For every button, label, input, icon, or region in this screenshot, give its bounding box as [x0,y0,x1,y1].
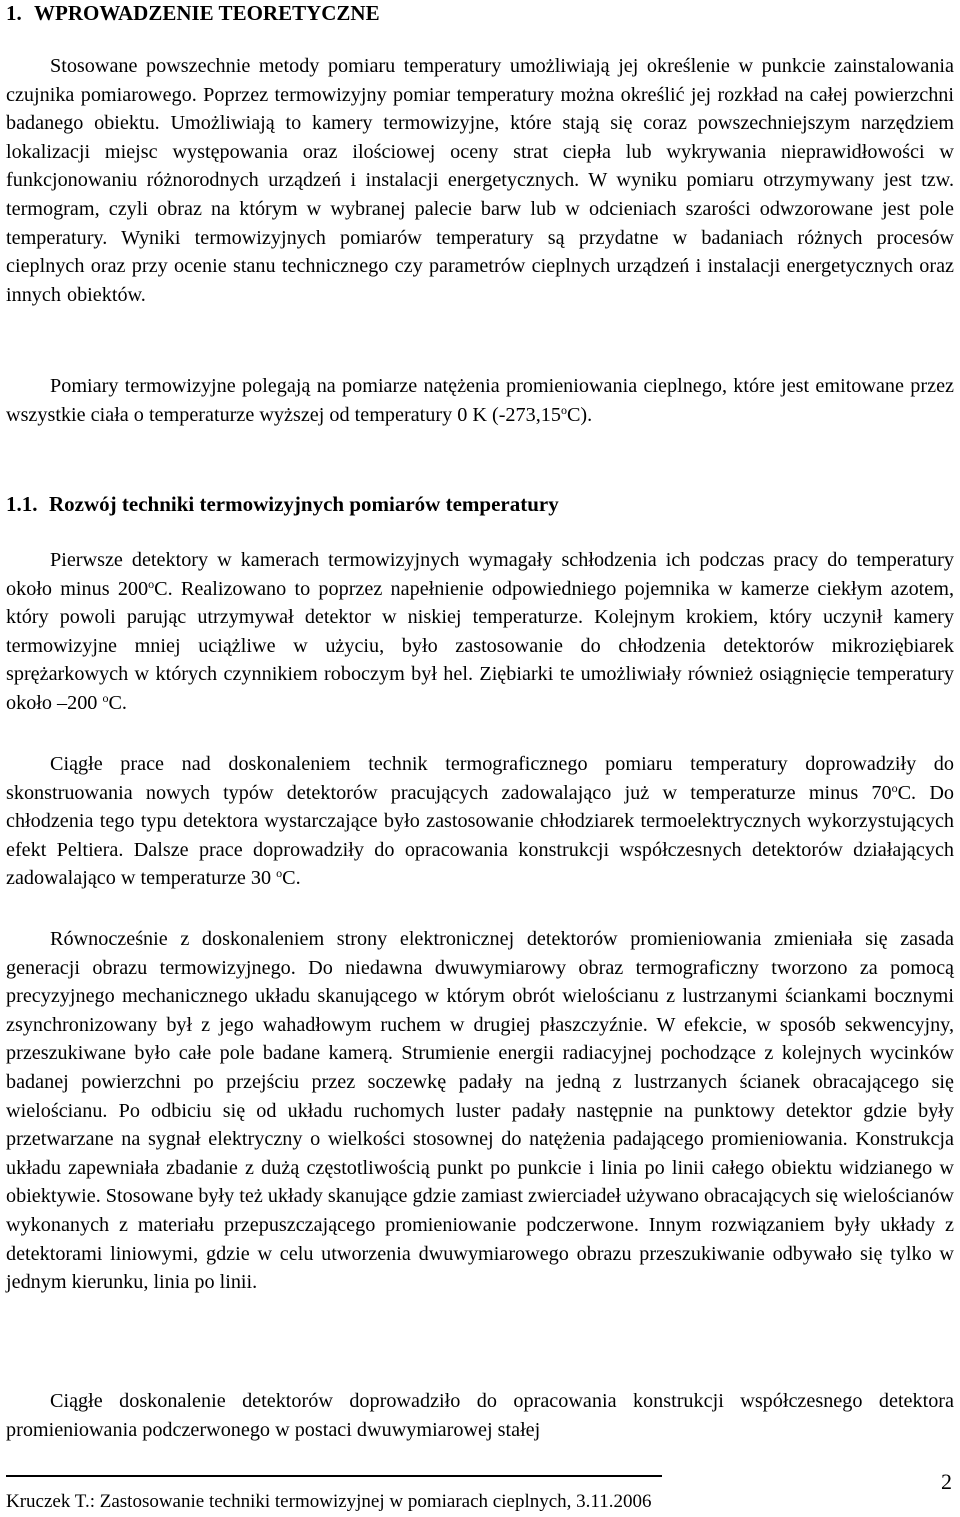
subsection-number: 1.1. [6,492,38,516]
paragraph-detector-development [6,750,954,893]
degree-superscript: o [891,780,898,795]
subsection-heading [6,491,559,517]
section-heading [6,0,380,26]
degree-superscript: o [276,866,283,881]
footnote-divider [6,1475,662,1477]
page-number: 2 [941,1469,952,1494]
paragraph-modern-detector: Ciągłe doskonalenie detektorów doprowadziło do opracowania konstrukcji współczesnego detektora promieniowania podczerwonego w postaci dwuwymiarowej stałej [6,1390,954,1441]
section-title: WPROWADZENIE TEORETYCZNE [34,1,380,25]
footer-citation: Kruczek T.: Zastosowanie techniki termowizyjnej w pomiarach cieplnych, 3.11.2006 [6,1491,652,1512]
degree-superscript: o [148,576,155,591]
paragraph-4-part-a: Ciągłe prace nad doskonaleniem technik termograficznego pomiaru temperatury doprowadziły do skonstruowania nowych typów detektorów pracujących zadowalająco już w temperaturze minus 70 [6,753,954,804]
section-number: 1. [6,1,22,25]
paragraph-4-part-c: C. [282,867,301,890]
degree-superscript: o [102,690,109,705]
paragraph-3-part-a: Pierwsze detektory w kamerach termowizyjnych wymagały schłodzenia ich podczas pracy do temperatury około minus 200 [6,549,954,600]
degree-superscript: o [560,402,567,417]
paragraph-3-part-c: C. [108,691,127,714]
paragraph-detectors-cooling [6,546,954,718]
paragraph-intro-2-text: Pomiary termowizyjne polegają na pomiarze natężenia promieniowania cieplnego, które jest emitowane przez wszystkie ciała o temperaturze wyższej od temperatury 0 K (-273,15 [6,375,954,426]
paragraph-image-generation: Równocześnie z doskonaleniem strony elektronicznej detektorów promieniowania zmieniała się zasada generacji obrazu termowizyjnego. Do niedawna dwuwymiarowy obraz termograficzny tworzono za pomocą precyzyjnego mechanicznego układu skanującego w którym obrót wielościanu z lustrzanymi ściankami bocznymi zsynchronizowany był z jego wahadłowym ruchem w drugiej płaszczyźnie. W efekcie, w sposób sekwencyjny, przeszukiwane było całe pole badane kamerą. Strumienie energii radiacyjnej pochodzące z kolejnych wycinków badanej powierzchni po przejściu przez soczewkę padały na jedną z lustrzanych ścianek obracającego się wielościanu. Po odbiciu się od układu ruchomych luster padały następnie na punktowy detektor gdzie były przetwarzane na sygnał elektryczny o wielkości stosownej do natężenia padającego promieniowania. Konstrukcja układu zapewniała zbadanie z dużą częstotliwością punkt po punkcie i linia po linii całego obiektu widzianego w obiektywie. Stosowane były też układy skanujące gdzie zamiast zwierciadeł używano obracających się wielościanów wykonanych z materiału przepuszczającego promieniowanie podczerwone. Innym rozwiązaniem były układy z detektorami liniowymi, gdzie w celu utworzenia dwuwymiarowego obrazu przeszukiwanie odbywało się tylko w jednym kierunku, linia po linii. [6,928,954,1294]
paragraph-3-part-b: C. Realizowano to poprzez napełnienie odpowiedniego pojemnika w kamerze ciekłym azotem, który powoli parując utrzymywał detektor w niskiej temperaturze. Kolejnym krokiem, który uczynił kamery termowizyjne mniej uciążliwe w użyciu, było zastosowanie do chłodzenia detektorów mikroziębiarek sprężarkowych w których czynnikiem roboczym był hel. Ziębiarki te umożliwiały również osiągnięcie temperatury około –200 [6,577,954,714]
paragraph-4-part-b: C. Do chłodzenia tego typu detektora wystarczające było zastosowanie chłodziarek termoelektrycznych wykorzystujących efekt Peltiera. Dalsze prace doprowadziły do opracowania konstrukcji współczesnych detektorów działających zadowalająco w temperaturze 30 [6,781,954,890]
paragraph-intro-2-end: C). [566,403,593,426]
paragraph-intro-1: Stosowane powszechnie metody pomiaru temperatury umożliwiają jej określenie w punkcie zainstalowania czujnika pomiarowego. Poprzez termowizyjny pomiar temperatury można określić jej rozkład na całej powierzchni badanego obiektu. Umożliwiają to kamery termowizyjne, które stają się coraz powszechniejszym narzędziem lokalizacji miejsc występowania oraz ilościowej oceny strat ciepła lub wykrywania nieprawidłowości w funkcjonowaniu różnorodnych urządzeń i instalacji energetycznych. W wyniku pomiaru otrzymywany jest tzw. termogram, czyli obraz na którym w wybranej palecie barw lub w odcieniach szarości odwzorowane jest pole temperatury. Wyniki termowizyjnych pomiarów temperatury są przydatne w badaniach różnych procesów cieplnych oraz przy ocenie stanu technicznego czy parametrów cieplnych urządzeń i instalacji energetycznych oraz innych obiektów. [6,55,954,306]
subsection-title: Rozwój techniki termowizyjnych pomiarów temperatury [49,492,559,516]
paragraph-intro-2 [6,372,954,429]
